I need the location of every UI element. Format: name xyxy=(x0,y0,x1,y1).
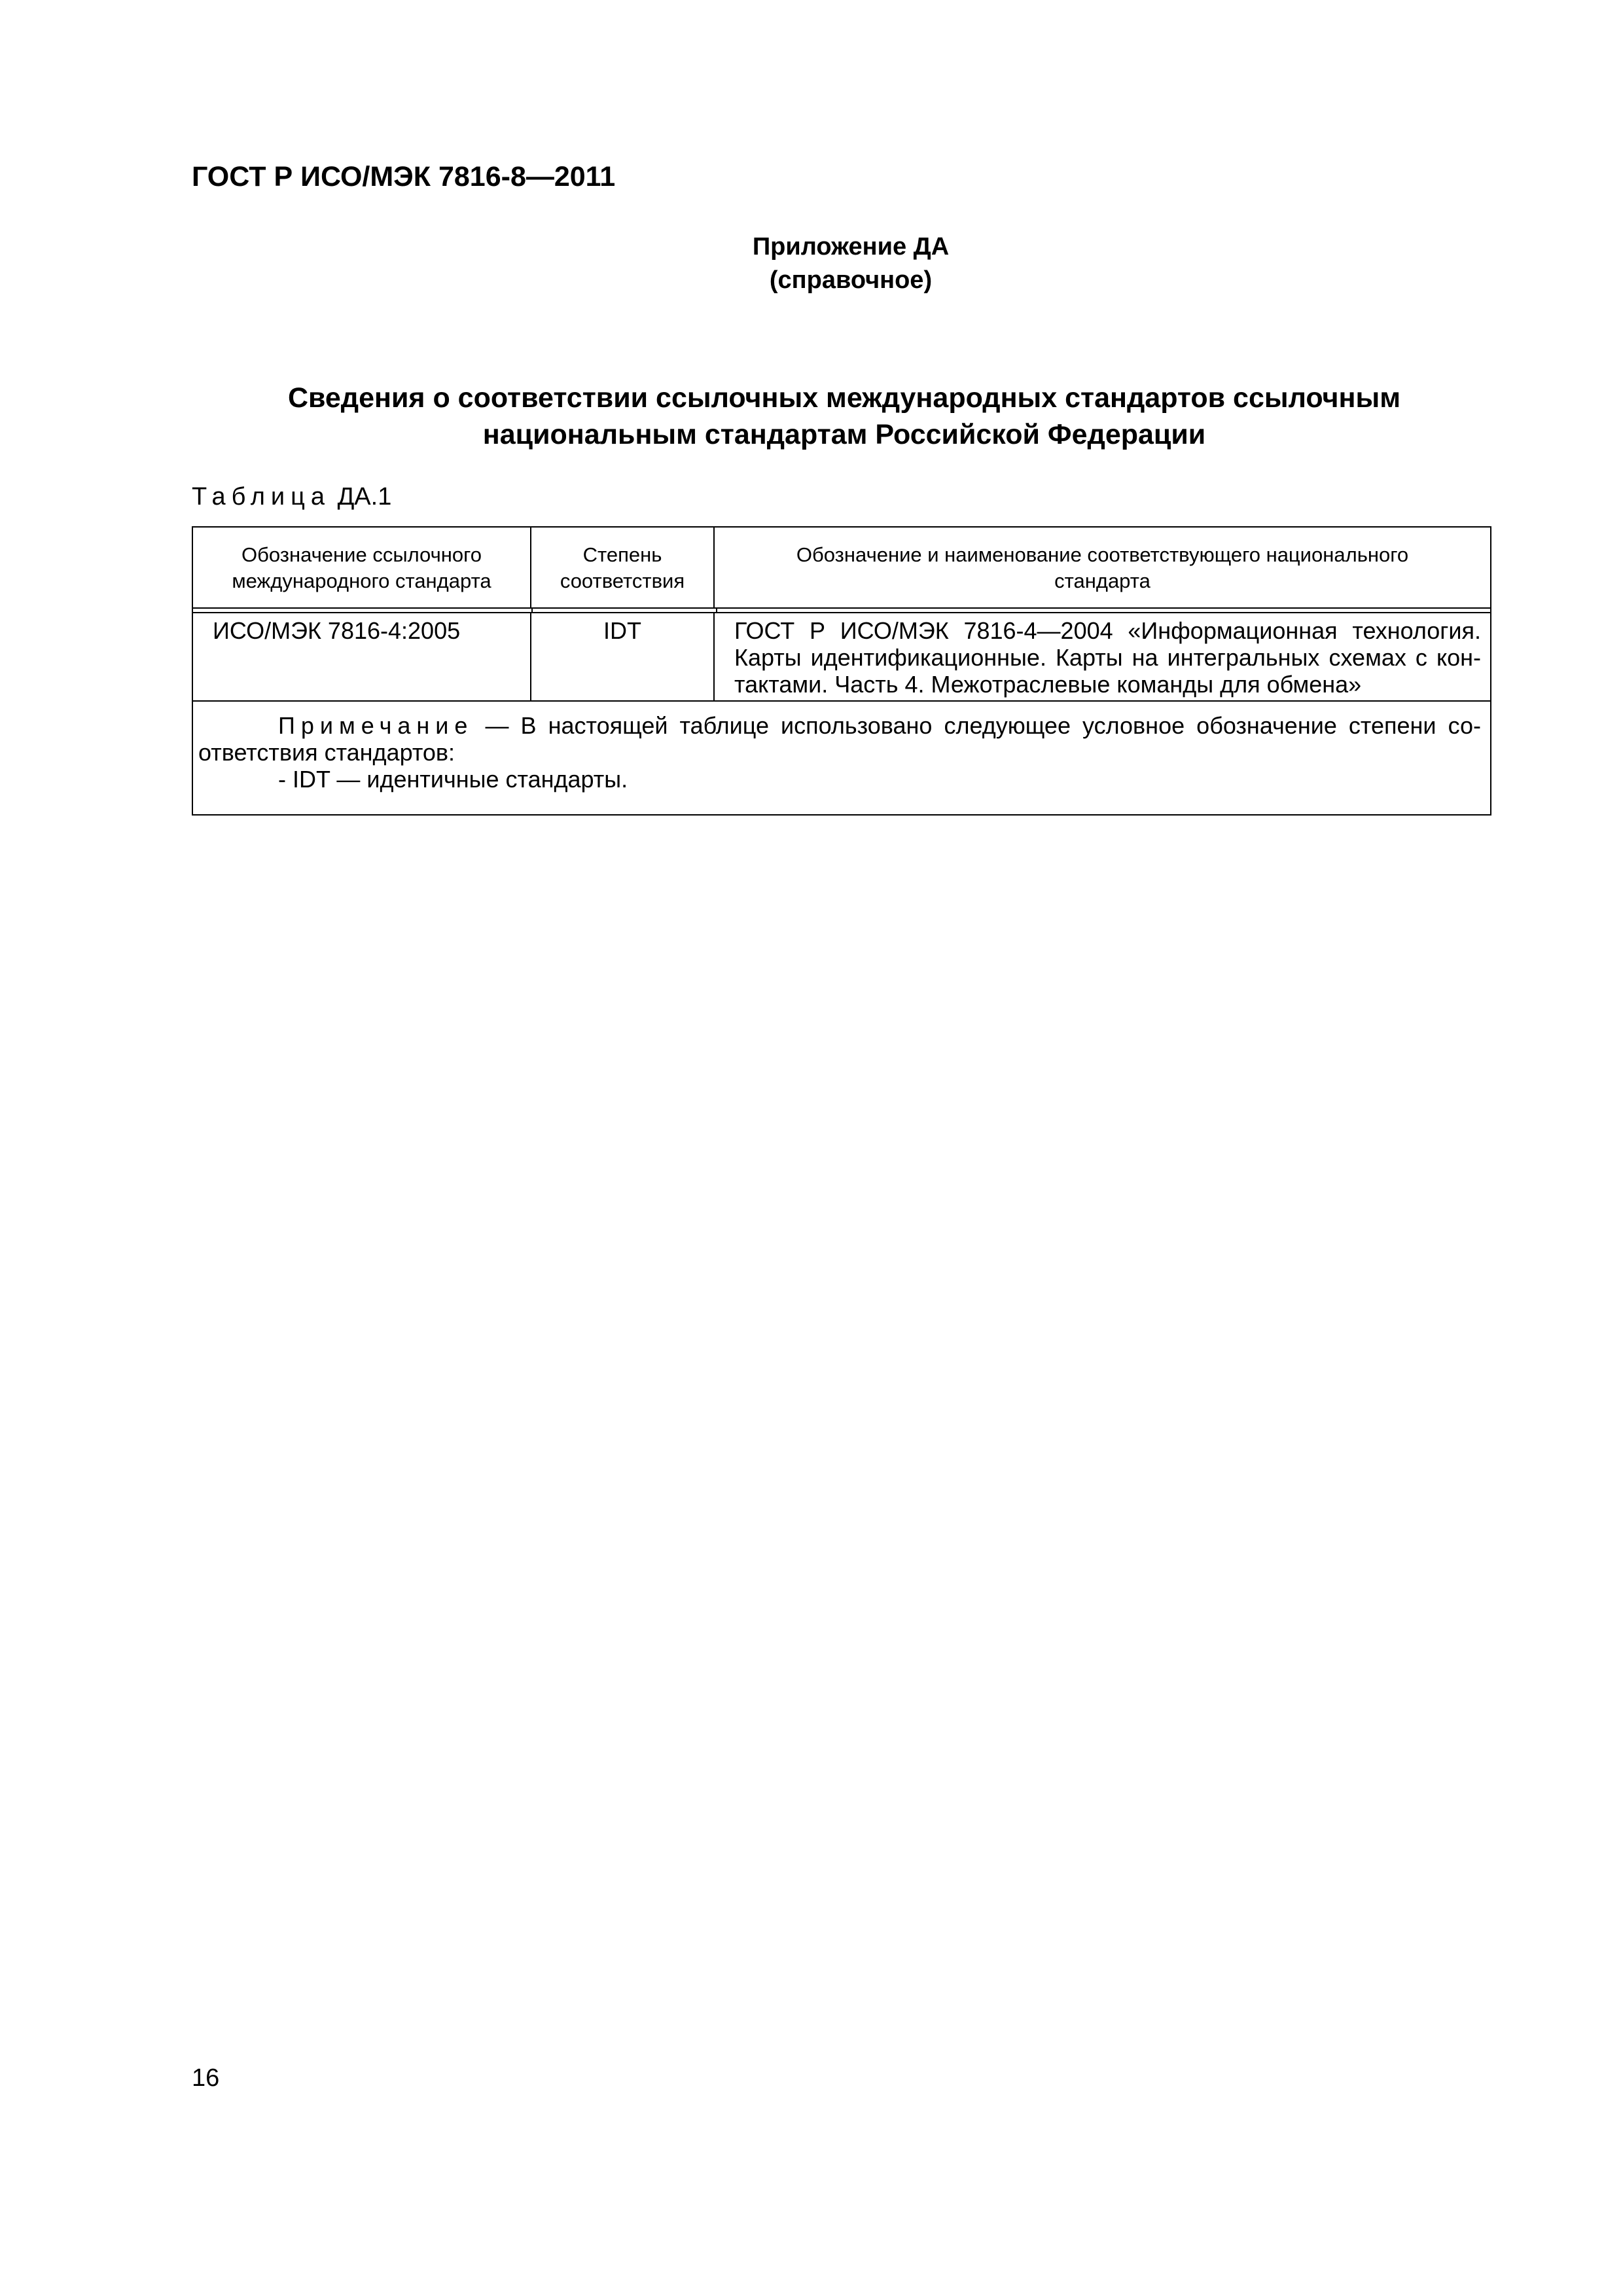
table-header-row xyxy=(193,528,1490,607)
table-note xyxy=(193,700,1490,814)
cell-degree: IDT xyxy=(531,613,715,700)
cell-national-standard xyxy=(715,613,1490,700)
document-code: ГОСТ Р ИСО/МЭК 7816-8—2011 xyxy=(192,161,616,192)
annex-title-line-2: национальным стандартам Российской Федерации xyxy=(482,419,1206,450)
annex-label-block xyxy=(654,230,1047,297)
annex-title xyxy=(223,380,1466,453)
column-header-line: соответствия xyxy=(560,569,685,592)
note-line-1 xyxy=(198,712,1481,739)
annex-title-line-1: Сведения о соответствии ссылочных международных стандартов ссылочным xyxy=(287,382,1401,414)
note-label: Примечание xyxy=(278,712,474,739)
national-standard-line-3: тактами. Часть 4. Межотраслевые команды для обмена» xyxy=(734,671,1362,698)
correspondence-table xyxy=(192,526,1491,816)
table-row xyxy=(193,613,1490,700)
table-caption xyxy=(192,483,391,511)
column-header-degree xyxy=(531,528,715,607)
table-caption-number: ДА.1 xyxy=(337,483,392,511)
annex-label: Приложение ДА xyxy=(752,233,950,260)
note-line-2: ответствия стандартов: xyxy=(198,739,455,766)
column-header-national-standard xyxy=(715,528,1490,607)
cell-intl-standard: ИСО/МЭК 7816-4:2005 xyxy=(193,613,531,700)
annex-kind: (справочное) xyxy=(769,266,933,294)
column-header-line: международного стандарта xyxy=(232,569,491,592)
national-standard-line-1: ГОСТ Р ИСО/МЭК 7816-4—2004 «Информационная технология. xyxy=(734,617,1481,644)
rule-segment xyxy=(193,607,533,613)
table-caption-word: Таблица xyxy=(192,483,330,511)
rule-segment xyxy=(533,607,717,613)
header-double-rule xyxy=(193,607,1490,613)
page-number: 16 xyxy=(192,2064,220,2092)
column-header-intl-standard xyxy=(193,528,531,607)
column-header-line: Обозначение и наименование соответствующего национального xyxy=(796,543,1409,566)
note-line-3: - IDT — идентичные стандарты. xyxy=(278,766,628,793)
column-header-line: стандарта xyxy=(1054,569,1150,592)
national-standard-line-2: Карты идентификационные. Карты на интегральных схемах с кон- xyxy=(734,644,1481,671)
column-header-line: Степень xyxy=(582,543,662,566)
note-line-1-text: — В настоящей таблице использовано следующее условное обозначение степени со- xyxy=(485,712,1481,739)
rule-segment xyxy=(717,607,1490,613)
column-header-line: Обозначение ссылочного xyxy=(241,543,482,566)
